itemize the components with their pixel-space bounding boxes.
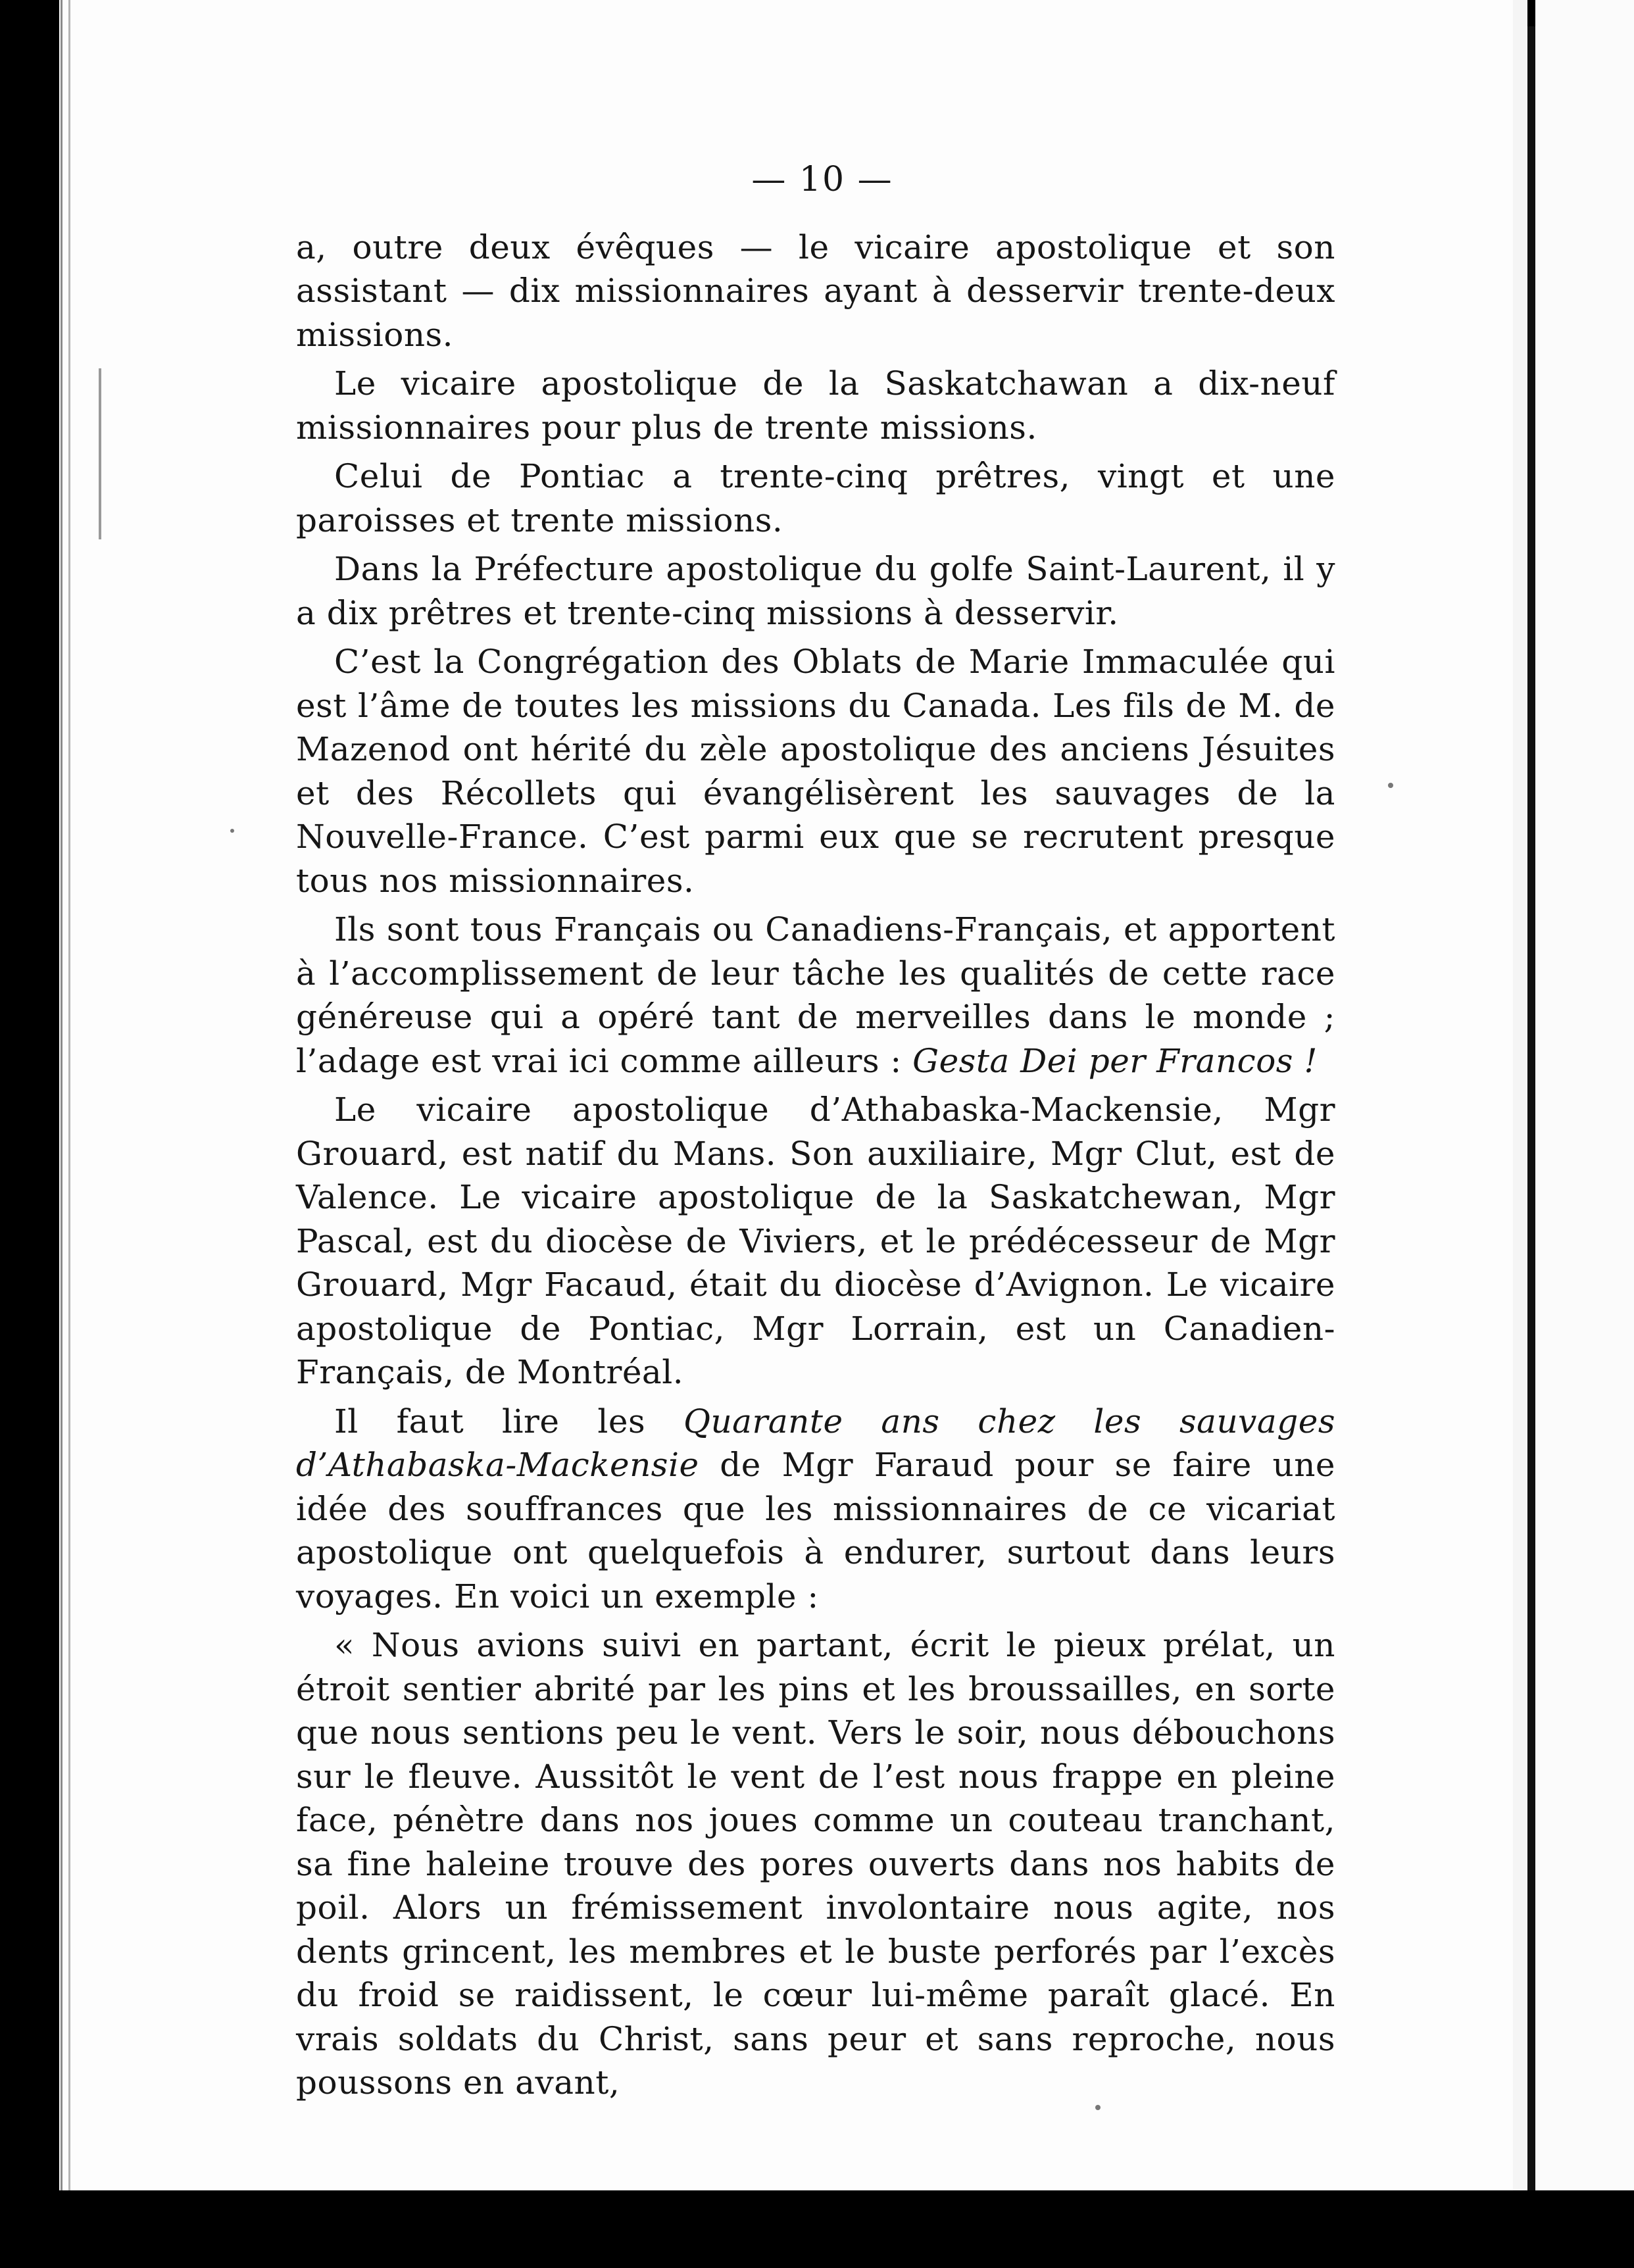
text-run: Il faut lire les: [334, 1402, 683, 1441]
text-run: Le vicaire apostolique d’Athabaska-Mackensie, Mgr Grouard, est natif du Mans. Son auxiliaire, Mgr Clut, est de Valence. Le vicaire apostolique de la Saskatchewan, Mgr Pascal, est du diocèse de Viviers, et le prédécesseur de Mgr Grouard, Mgr Facaud, était du diocèse d’Avignon. Le vicaire apostolique de Pontiac, Mgr Lorrain, est un Canadien-Français, de Montréal.: [296, 1091, 1335, 1391]
page-text-block: [296, 158, 1335, 2110]
italic-title: Gesta Dei per Francos !: [912, 1041, 1318, 1080]
right-page-gap: [1513, 0, 1527, 2190]
paragraph-p4: [296, 547, 1335, 635]
text-run: de Mgr Faraud pour se faire une idée des souffrances que les missionnaires de ce vicariat apostolique ont quelquefois à endurer, surtout dans leurs voyages. En voici un exemple :: [296, 1446, 1335, 1615]
text-run: Ils sont tous Français ou Canadiens-Français, et apportent à l’accomplissement de leur tâche les qualités de cette race généreuse qui a opéré tant de merveilles dans le monde ; l’adage est vrai ici comme ailleurs :: [296, 910, 1335, 1080]
paragraph-p3: [296, 455, 1335, 542]
text-run: C’est la Congrégation des Oblats de Marie Immaculée qui est l’âme de toutes les missions du Canada. Les fils de M. de Mazenod ont hérité du zèle apostolique des anciens Jésuites et des Récollets qui évangélisèrent les sauvages de la Nouvelle-France. C’est parmi eux que se recrutent presque tous nos missionnaires.: [296, 643, 1335, 900]
right-margin: [1535, 0, 1634, 2268]
right-border-rule: [1527, 26, 1535, 2197]
text-run: Le vicaire apostolique de la Saskatchawan a dix-neuf missionnaires pour plus de trente missions.: [296, 364, 1335, 447]
scan-speck: [1388, 783, 1393, 788]
page-number: — 10 —: [751, 160, 893, 199]
text-run: Celui de Pontiac a trente-cinq prêtres, vingt et une paroisses et trente missions.: [296, 457, 1335, 539]
page-edge-line: [61, 0, 62, 2190]
paragraph-p6: [296, 908, 1335, 1083]
page-edge-line: [68, 0, 70, 2190]
text-run: « Nous avions suivi en partant, écrit le pieux prélat, un étroit sentier abrité par les pins et les broussailles, en sorte que nous sentions peu le vent. Vers le soir, nous débouchons sur le fleuve. Aussitôt le vent de l’est nous frappe en pleine face, pénètre dans nos joues comme un couteau tranchant, sa fine haleine trouve des pores ouverts dans nos habits de poil. Alors un frémissement involontaire nous agite, nos dents grincent, les membres et le buste perforés par l’excès du froid se raidissent, le cœur lui-même paraît glacé. En vrais soldats du Christ, sans peur et sans reproche, nous poussons en avant,: [296, 1626, 1335, 2102]
paragraph-p9: [296, 1623, 1335, 2105]
text-run: Dans la Préfecture apostolique du golfe Saint-Laurent, il y a dix prêtres et trente-cinq missions à desservir.: [296, 550, 1335, 632]
paragraph-p7: [296, 1088, 1335, 1394]
paragraph-p2: [296, 362, 1335, 449]
binding-mark: [99, 368, 101, 539]
body-text: [296, 226, 1335, 2105]
paragraph-p8: [296, 1400, 1335, 1619]
paragraph-p5: [296, 640, 1335, 902]
paragraph-p1: [296, 226, 1335, 357]
scan-speck: [230, 829, 234, 833]
italic-title: Quarante ans chez les sauvages d’Athabaska-Mackensie: [296, 1402, 1335, 1484]
text-run: a, outre deux évêques — le vicaire apostolique et son assistant — dix missionnaires ayant à desservir trente-deux missions.: [296, 228, 1335, 354]
bottom-border: [0, 2190, 1634, 2268]
